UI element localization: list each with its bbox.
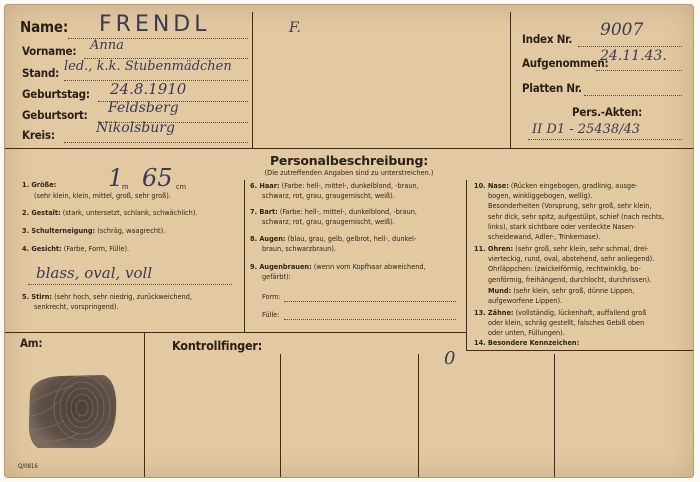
groesse-unit-cm: cm	[176, 182, 187, 191]
form-line	[284, 301, 456, 302]
finger-top-line-right	[466, 350, 694, 351]
augen-text-1: (blau, grau, gelb, gelbrot, hell-, dunkel-	[287, 234, 417, 243]
finger-top-line	[4, 332, 466, 333]
index-line	[578, 46, 682, 47]
form-label: Form:	[262, 292, 281, 301]
kreis-label: Kreis:	[22, 128, 55, 142]
fuelle-line	[284, 319, 456, 320]
brauen-text-2: gefärbt):	[262, 272, 291, 282]
platten-label: Platten Nr.	[522, 81, 582, 95]
brauen-item	[250, 262, 464, 282]
haar-text-1: (Farbe: hell-, mittel-, dunkelblond, -braun,	[281, 181, 419, 190]
gestalt-item	[22, 208, 242, 218]
augen-text-2: braun, schwarzbraun).	[262, 244, 336, 254]
brauen-text-1: (wenn vom Kopfhaar abweichend,	[313, 262, 426, 271]
gestalt-text: (stark, untersetzt, schlank, schwächlich).	[62, 208, 198, 217]
schulter-label: 3. Schulterneigung:	[22, 226, 96, 235]
aufgenommen-label: Aufgenommen:	[522, 56, 609, 70]
finger-divider-4	[554, 354, 555, 478]
name-value: FRENDL	[99, 12, 211, 37]
pers-akten-label: Pers.-Akten:	[572, 105, 643, 119]
kreis-value: Nikolsburg	[96, 120, 175, 136]
ohren-line-1: (sehr groß, sehr klein, sehr schmal, drei-	[515, 244, 649, 253]
groesse-item	[22, 180, 242, 190]
am-label: Am:	[20, 336, 43, 350]
stirn-item	[22, 292, 242, 302]
vorname-label: Vorname:	[22, 44, 77, 58]
mund-item	[474, 286, 688, 306]
name-suffix: F.	[289, 20, 301, 36]
ohren-line-4: genförmig, freihängend, durchlocht, durchrissen).	[488, 274, 652, 284]
bart-label: 7. Bart:	[250, 207, 278, 216]
gesicht-item	[22, 244, 242, 254]
groesse-text: (sehr klein, klein, mittel, groß, sehr groß).	[34, 191, 171, 200]
haar-label: 6. Haar:	[250, 181, 280, 190]
nase-line-3: Besonderheiten (Vorsprung, sehr groß, sehr klein,	[488, 201, 652, 211]
aufgenommen-value: 24.11.43.	[600, 48, 667, 64]
bart-text-1: (Farbe: hell-, mittel-, dunkelblond, -braun,	[279, 207, 417, 216]
ohren-line-3: Ohrläppchen: (zwickelförmig, rechtwinklig, bo-	[488, 264, 641, 274]
schulter-text: (schräg, waagrecht).	[97, 226, 166, 235]
gesicht-label: 4. Gesicht:	[22, 244, 62, 253]
kreis-line	[64, 142, 248, 143]
name-label: Name:	[20, 18, 69, 36]
stamp-code: Q/0816	[18, 463, 38, 470]
haar-text-2: schwarz, rot, grau, graugemischt, weiß).	[262, 191, 395, 201]
augen-label: 8. Augen:	[250, 234, 286, 243]
desc-divider-2	[466, 180, 467, 332]
stand-label: Stand:	[22, 66, 60, 80]
haar-item	[250, 181, 464, 201]
nase-line-4: sehr dick, sehr spitz, aufgestülpt, schief (nach rechts,	[488, 211, 665, 221]
nase-line-5: links), stark sichtbare oder verdeckte Nasen-	[488, 221, 636, 231]
geburtstag-value: 24.8.1910	[110, 80, 187, 98]
platten-line	[584, 95, 682, 96]
fingerprint-image	[24, 372, 120, 452]
description-title: Personalbeschreibung:	[269, 153, 429, 168]
bart-item	[250, 207, 464, 227]
stand-value: led., k.k. Stubenmädchen	[64, 59, 232, 74]
ohren-label: 11. Ohren:	[474, 244, 514, 253]
stirn-text-2: senkrecht, vorspringend).	[34, 302, 119, 311]
geburtsort-value: Feldsberg	[108, 100, 179, 116]
augen-item	[250, 234, 464, 254]
groesse-label: 1. Größe:	[22, 180, 57, 189]
index-value: 9007	[600, 20, 644, 40]
description-subtitle: (Die zutreffenden Angaben sind zu unterstreichen.)	[264, 168, 434, 177]
finger-divider-2	[280, 354, 281, 478]
stirn-text-1: (sehr hoch, sehr niedrig, zurückweichend,	[54, 292, 192, 301]
kennzeichen-item	[474, 338, 688, 348]
groesse-value-cm: 65	[142, 164, 173, 192]
mund-line-2: aufgeworfene Lippen).	[488, 296, 563, 306]
pers-akten-line	[528, 139, 682, 140]
gesicht-value: blass, oval, voll	[36, 264, 153, 282]
zaehne-line-2: oder klein, schräg gestellt, falsches Gebiß oben	[488, 318, 645, 328]
mund-label: Mund:	[488, 286, 512, 295]
nase-line-6: scheidewand, Adler-, Trinkernase).	[488, 232, 601, 242]
geburtstag-label: Geburtstag:	[22, 87, 90, 101]
ohren-line-2: vierteckig, rund, oval, abstehend, sehr anliegend).	[488, 254, 655, 264]
index-label: Index Nr.	[522, 32, 573, 46]
ohren-item	[474, 244, 688, 285]
finger-divider-1	[144, 332, 145, 478]
nase-label: 10. Nase:	[474, 181, 509, 190]
finger-right-stub	[466, 332, 467, 350]
groesse-unit-m: m	[122, 182, 129, 191]
header-divider-left	[252, 12, 253, 148]
groesse-value-m: 1	[108, 164, 124, 192]
nase-line-2: bogen, winkliggebogen, wellig).	[488, 191, 593, 201]
bart-text-2: schwarz, rot, grau, graugemischt, weiß).	[262, 217, 395, 227]
fuelle-label: Fülle:	[262, 310, 280, 319]
pers-akten-value: II D1 - 25438/43	[532, 122, 641, 137]
gestalt-label: 2. Gestalt:	[22, 208, 61, 217]
header-separator	[4, 148, 694, 149]
vorname-value: Anna	[90, 38, 124, 53]
zaehne-line-1: (vollständig, lückenhaft, auffallend groß	[515, 308, 647, 317]
gesicht-line	[28, 284, 232, 285]
stirn-label: 5. Stirn:	[22, 292, 52, 301]
kontrollfinger-label: Kontrollfinger:	[172, 338, 263, 353]
zaehne-item	[474, 308, 688, 339]
zaehne-label: 13. Zähne:	[474, 308, 514, 317]
header-divider-right	[510, 12, 511, 148]
kennzeichen-label: 14. Besondere Kennzeichen:	[474, 338, 580, 347]
mund-line-1: (sehr klein, sehr groß, dünne Lippen,	[513, 286, 635, 295]
schulter-item	[22, 226, 242, 236]
aufgenommen-line	[596, 70, 682, 71]
gesicht-text: (Farbe, Form, Fülle).	[63, 244, 130, 253]
finger-divider-3	[418, 354, 419, 478]
desc-divider-1	[244, 180, 245, 332]
nase-line-1: (Rücken eingebogen, gradlinig, ausge-	[510, 181, 638, 190]
brauen-label: 9. Augenbrauen:	[250, 262, 312, 271]
mark-zero: 0	[444, 348, 456, 369]
geburtsort-label: Geburtsort:	[22, 108, 88, 122]
nase-item	[474, 181, 688, 242]
zaehne-line-3: oder unten, Füllungen).	[488, 328, 565, 338]
record-card	[4, 4, 694, 478]
